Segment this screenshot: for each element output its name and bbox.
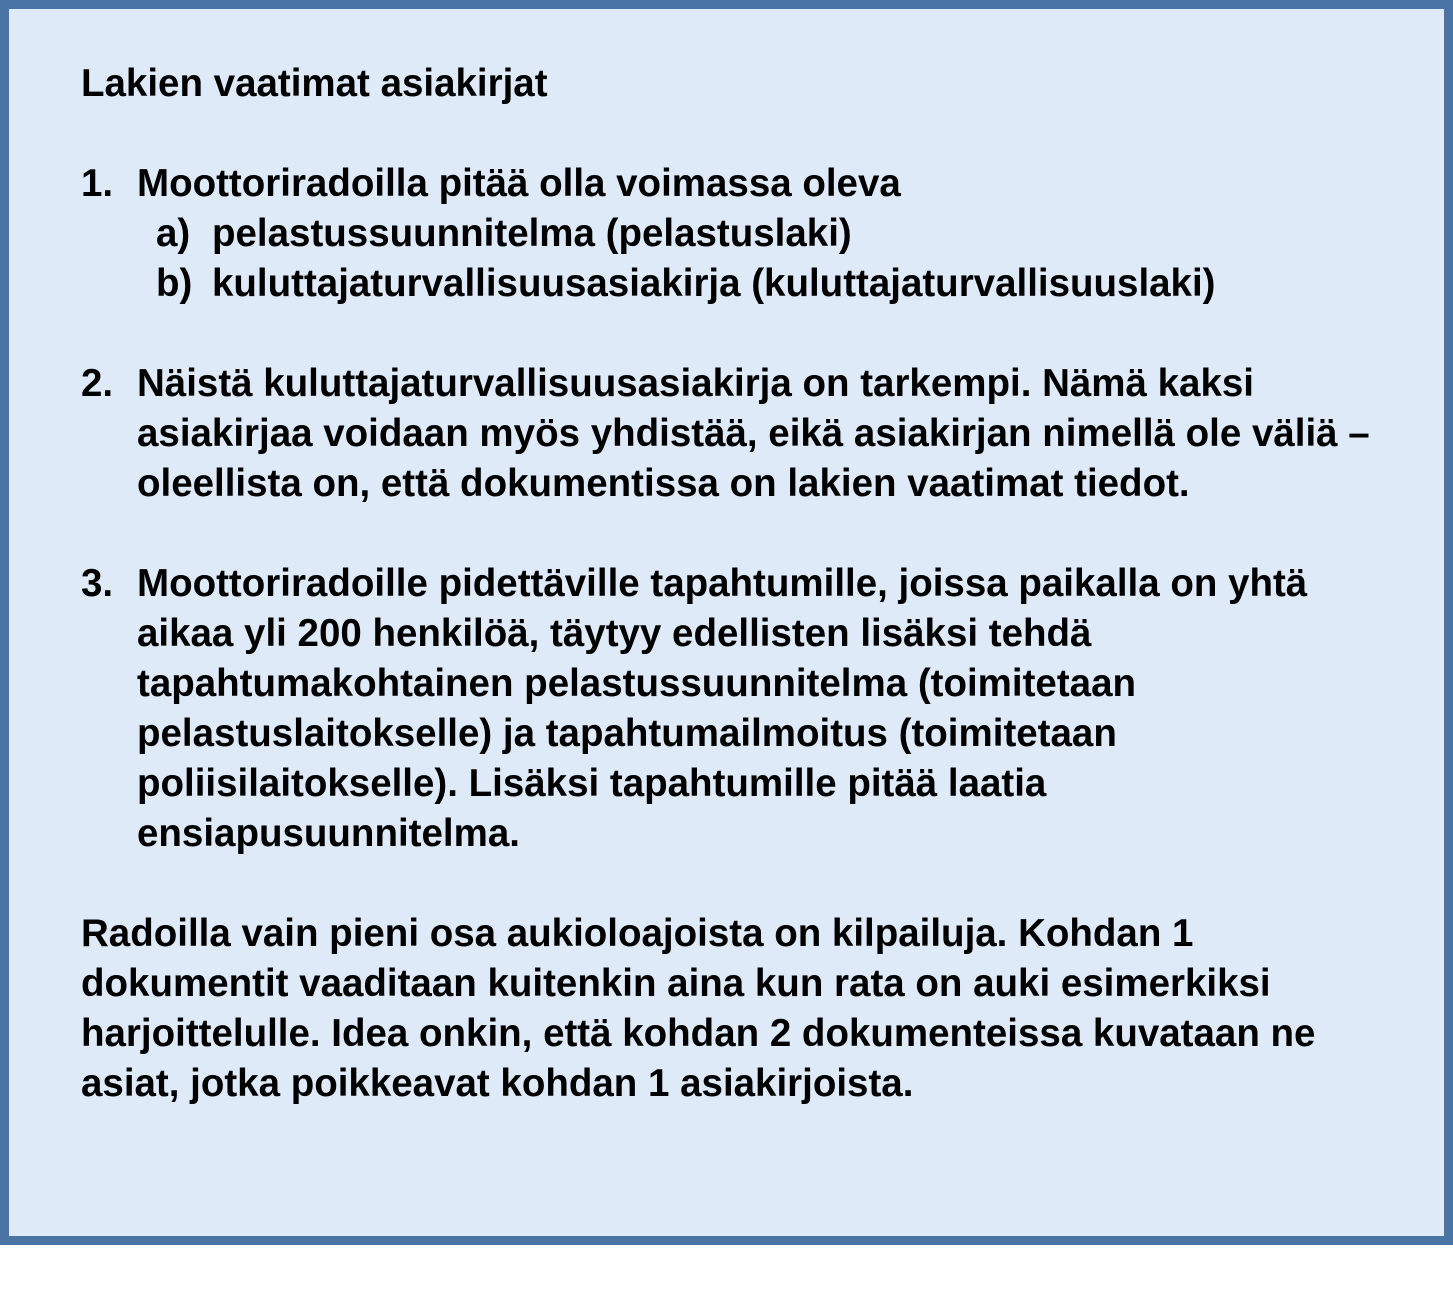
document-content bbox=[81, 59, 1411, 1109]
list-number: 1. bbox=[81, 162, 114, 205]
list-number: 2. bbox=[81, 362, 114, 405]
list-item-2 bbox=[81, 359, 1411, 509]
list-item-text: Näistä kuluttajaturvallisuusasiakirja on tarkempi. Nämä kaksi asiakirjaa voidaan myös yhdistää, eikä asiakirjan nimellä ole väliä – oleellista on, että dokumentissa on lakien vaatimat tiedot. bbox=[137, 362, 1370, 505]
sublist-item-a bbox=[137, 209, 1411, 259]
sublist-text: kuluttajaturvallisuusasiakirja (kuluttajaturvallisuuslaki) bbox=[212, 262, 1216, 305]
document-title: Lakien vaatimat asiakirjat bbox=[81, 62, 548, 105]
sublist-item-b bbox=[137, 259, 1411, 309]
sublist-text: pelastussuunnitelma (pelastuslaki) bbox=[212, 212, 852, 255]
list-item-text: Moottoriradoilla pitää olla voimassa oleva bbox=[137, 162, 901, 205]
list-item-body bbox=[137, 159, 1411, 309]
list-item-1 bbox=[81, 159, 1411, 309]
list-number: 3. bbox=[81, 562, 114, 605]
closing-paragraph: Radoilla vain pieni osa aukioloajoista on kilpailuja. Kohdan 1 dokumentit vaaditaan kuitenkin aina kun rata on auki esimerkiksi harjoittelulle. Idea onkin, että kohdan 2 dokumenteissa kuvataan ne asiat, jotka poikkeavat kohdan 1 asiakirjoista. bbox=[81, 912, 1316, 1105]
list-item-text: Moottoriradoille pidettäville tapahtumille, joissa paikalla on yhtä aikaa yli 200 henkilöä, täytyy edellisten lisäksi tehdä tapahtumakohtainen pelastussuunnitelma (toimitetaan pelastuslaitokselle) ja tapahtumailmoitus (toimitetaan poliisilaitokselle). Lisäksi tapahtumille pitää laatia ensiapusuunnitelma. bbox=[137, 562, 1308, 855]
sublist-mark: b) bbox=[156, 262, 193, 305]
sublist-mark: a) bbox=[156, 212, 191, 255]
list-item-3 bbox=[81, 559, 1411, 859]
